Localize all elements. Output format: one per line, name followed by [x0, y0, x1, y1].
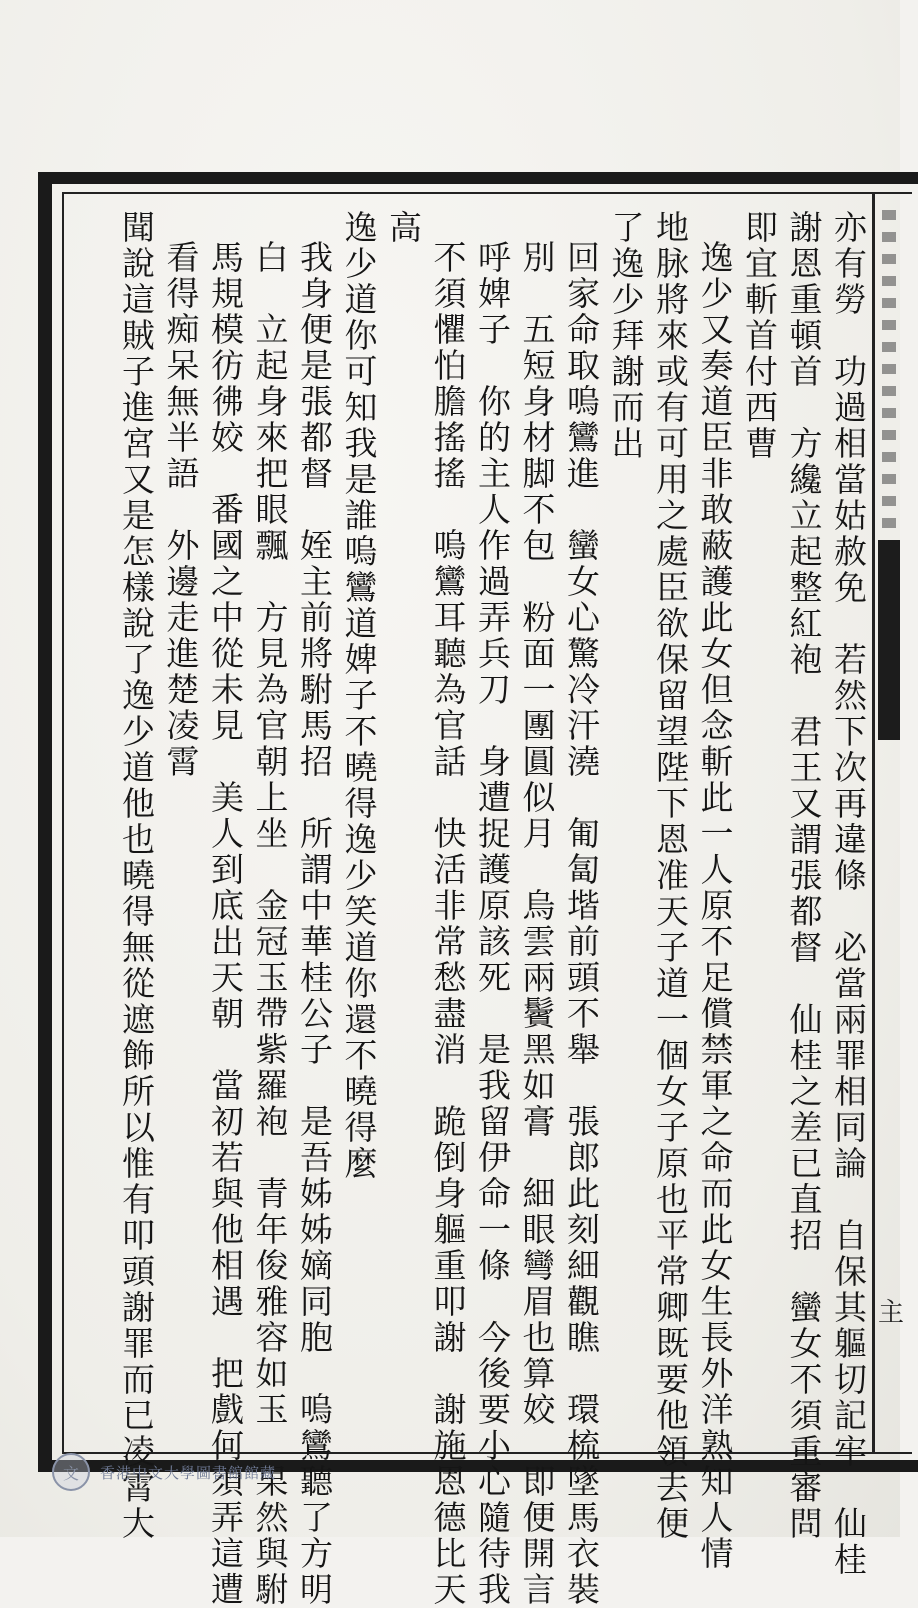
adjacent-page-mark: 主 — [878, 1298, 905, 1328]
text-column-12: 逸少道你可知我是誰嗚鸞道婢子不曉得逸少笑道你還不曉得麼 — [339, 210, 379, 1182]
text-column-1: 亦有勞 功過相當姑赦免 若然下次再違條 必當兩罪相同論 自保其軀切記牢 仙桂 — [829, 210, 868, 1578]
text-column-9: 呼婢子 你的主人作過弄兵刀 身遭捉護原該死 是我留伊命一條 今後要小心隨待我 — [473, 240, 512, 1608]
adjacent-fishtail-block — [878, 540, 900, 740]
library-watermark-text: 香港中文大學圖書館館藏 — [100, 1463, 277, 1482]
text-column-3: 即宜斬首付西曹 — [740, 210, 779, 462]
adjacent-page-edge — [878, 170, 905, 1480]
text-column-5: 地脉將來或有可用之處臣欲保留望陛下恩准天子道一個女子原也平常卿既要他領去便 — [651, 210, 690, 1542]
text-column-16: 看得痴呆無半語 外邊走進楚凌霄 — [161, 240, 201, 780]
text-column-17: 聞說這賊子進宮又是怎樣說了逸少道他也曉得無從遮飾所以惟有叩頭謝罪而已凌霄大 — [117, 210, 156, 1542]
text-column-8: 別 五短身材脚不包 粉面一團圓似月 烏雲兩鬢黑如膏 細眼彎眉也算姣 即便開言 — [517, 240, 557, 1608]
text-column-2: 謝恩重頓首 方纔立起整紅袍 君王又謂張都督 仙桂之差已直招 蠻女不須重審問 — [784, 210, 824, 1542]
text-column-14: 白 立起身來把眼飄 方見為官朝上坐 金冠玉帶紫羅袍 青年俊雅容如玉 果然與駙 — [250, 240, 290, 1608]
text-column-11: 高 — [384, 210, 423, 246]
text-column-7: 回家命取嗚鸞進 蠻女心驚冷汗澆 匍匐堦前頭不舉 張郎此刻細觀瞧 環梳墜馬衣裝 — [562, 240, 601, 1608]
text-column-6: 了逸少拜謝而出 — [606, 210, 646, 462]
text-column-4: 逸少又奏道臣非敢蔽護此女但念斬此一人原不足償禁軍之命而此女生長外洋熟知人情 — [695, 240, 735, 1572]
right-border-rule — [872, 192, 875, 1454]
text-column-13: 我身便是張都督 姪主前將駙馬招 所謂中華桂公子 是吾姊姊嫡同胞 嗚鸞聽了方明 — [295, 240, 334, 1608]
text-column-10: 不須懼怕膽搖搖 嗚鸞耳聽為官話 快活非常愁盡消 跪倒身軀重叩謝 謝施恩德比天 — [428, 240, 468, 1608]
text-column-15: 馬規模彷彿姣 番國之中從未見 美人到底出天朝 當初若與他相遇 把戲何須弄這遭 — [206, 240, 245, 1608]
adjacent-text-fragment — [882, 210, 896, 530]
library-logo-icon: 文 — [52, 1453, 90, 1491]
library-watermark — [52, 1450, 572, 1494]
